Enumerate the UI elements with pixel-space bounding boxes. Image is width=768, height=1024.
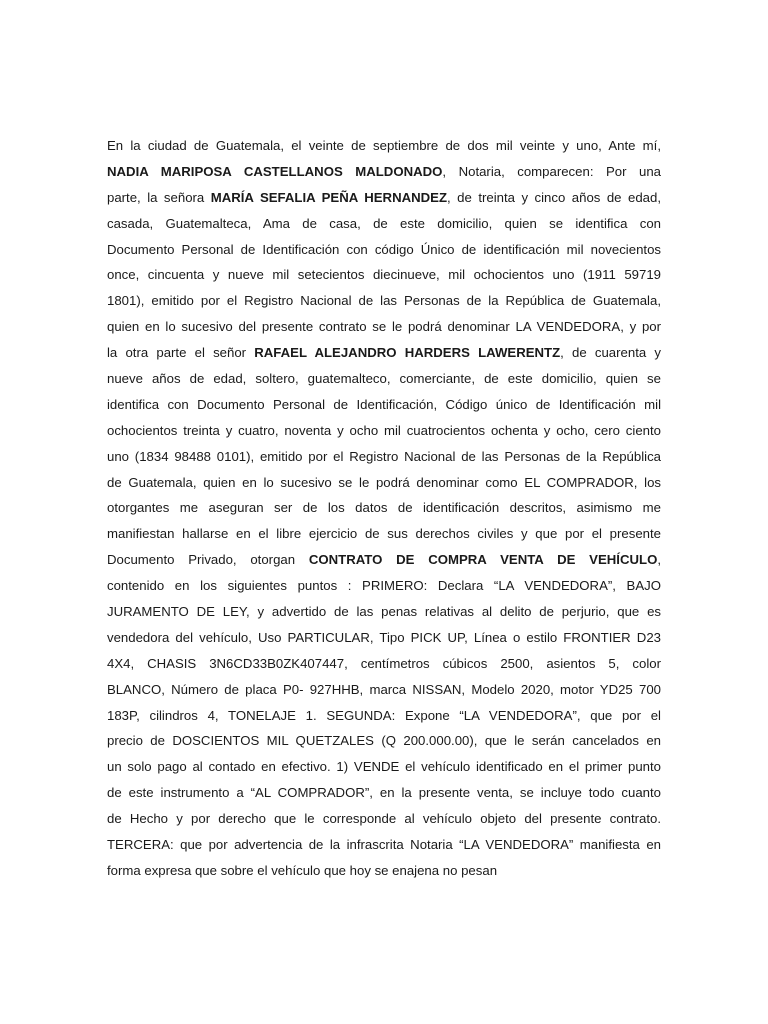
text-line (107, 706, 661, 732)
text-run: 4X4, CHASIS 3N6CD33B0ZK407447, centímetros cúbicos 2500, asientos 5, color (107, 655, 661, 671)
text-line (107, 498, 661, 524)
text-run: precio de DOSCIENTOS MIL QUETZALES (Q 200.000.00), que le serán cancelados en (107, 733, 661, 749)
text-run: manifiestan hallarse en el libre ejercicio de sus derechos civiles y que por el presente (107, 526, 661, 542)
bold-text-run: MARÍA SEFALIA PEÑA HERNANDEZ (210, 189, 448, 205)
contract-body-text (107, 136, 661, 887)
text-line (107, 861, 661, 887)
bold-text-run: CONTRATO DE COMPRA VENTA DE VEHÍCULO (308, 552, 658, 568)
text-run: , de treinta y cinco años de edad, (447, 189, 661, 205)
text-line (107, 162, 661, 188)
text-line (107, 473, 661, 499)
text-run: la otra parte el señor (107, 345, 255, 361)
text-run: forma expresa que sobre el vehículo que hoy se enajena no pesan (107, 862, 498, 878)
text-run: Documento Privado, otorgan (107, 552, 309, 568)
text-line (107, 369, 661, 395)
text-run: , (657, 552, 661, 568)
text-run: BLANCO, Número de placa P0- 927HHB, marca NISSAN, Modelo 2020, motor YD25 700 (107, 681, 661, 697)
text-line (107, 447, 661, 473)
text-line (107, 214, 661, 240)
text-line (107, 680, 661, 706)
text-run: de Guatemala, quien en lo sucesivo se le podrá denominar como EL COMPRADOR, los (107, 474, 661, 490)
text-line (107, 524, 661, 550)
text-line (107, 809, 661, 835)
text-line (107, 343, 661, 369)
text-run: TERCERA: que por advertencia de la infrascrita Notaria “LA VENDEDORA” manifiesta en (107, 837, 661, 853)
text-run: vendedora del vehículo, Uso PARTICULAR, Tipo PICK UP, Línea o estilo FRONTIER D23 (107, 629, 661, 645)
text-run: En la ciudad de Guatemala, el veinte de septiembre de dos mil veinte y uno, Ante mí, (107, 138, 661, 153)
text-line (107, 602, 661, 628)
text-run: identifica con Documento Personal de Identificación, Código único de Identificación mil (107, 396, 661, 412)
text-run: de Hecho y por derecho que le corresponde al vehículo objeto del presente contrato. (107, 811, 661, 827)
text-line (107, 576, 661, 602)
text-run: JURAMENTO DE LEY, y advertido de las penas relativas al delito de perjurio, que es (107, 604, 661, 620)
text-line (107, 240, 661, 266)
text-line (107, 628, 661, 654)
text-run: , Notaria, comparecen: Por una (442, 163, 661, 179)
bold-text-run: NADIA MARIPOSA CASTELLANOS MALDONADO (107, 163, 443, 179)
text-run: uno (1834 98488 0101), emitido por el Registro Nacional de las Personas de la República (107, 448, 661, 464)
text-run: Documento Personal de Identificación con código Único de identificación mil novecientos (107, 241, 661, 257)
text-line (107, 550, 661, 576)
text-line (107, 188, 661, 214)
text-line (107, 783, 661, 809)
text-line (107, 731, 661, 757)
text-run: otorgantes me aseguran ser de los datos de identificación descritos, asimismo me (107, 500, 661, 516)
text-line (107, 757, 661, 783)
text-run: , de cuarenta y (560, 345, 661, 361)
text-run: un solo pago al contado en efectivo. 1) VENDE el vehículo identificado en el primer punto (107, 759, 661, 775)
text-line (107, 835, 661, 861)
bold-text-run: RAFAEL ALEJANDRO HARDERS LAWERENTZ (254, 345, 561, 361)
text-line (107, 654, 661, 680)
text-line (107, 136, 661, 162)
text-run: quien en lo sucesivo del presente contrato se le podrá denominar LA VENDEDORA, y por (107, 319, 661, 335)
text-line (107, 395, 661, 421)
text-line (107, 291, 661, 317)
text-run: 1801), emitido por el Registro Nacional de las Personas de la República de Guatemala, (107, 293, 661, 309)
text-line (107, 265, 661, 291)
text-run: once, cincuenta y nueve mil setecientos diecinueve, mil ochocientos uno (1911 59719 (107, 267, 661, 283)
text-run: parte, la señora (107, 189, 211, 205)
text-run: de este instrumento a “AL COMPRADOR”, en la presente venta, se incluye todo cuanto (107, 785, 661, 801)
text-run: nueve años de edad, soltero, guatemalteco, comerciante, de este domicilio, quien se (107, 371, 661, 387)
text-run: 183P, cilindros 4, TONELAJE 1. SEGUNDA: Expone “LA VENDEDORA”, que por el (107, 707, 661, 723)
text-run: contenido en los siguientes puntos : PRIMERO: Declara “LA VENDEDORA”, BAJO (107, 578, 661, 594)
text-line (107, 421, 661, 447)
text-line (107, 317, 661, 343)
text-run: casada, Guatemalteca, Ama de casa, de este domicilio, quien se identifica con (107, 215, 661, 231)
text-run: ochocientos treinta y cuatro, noventa y ocho mil cuatrocientos ochenta y ocho, cero ciento (107, 422, 661, 438)
